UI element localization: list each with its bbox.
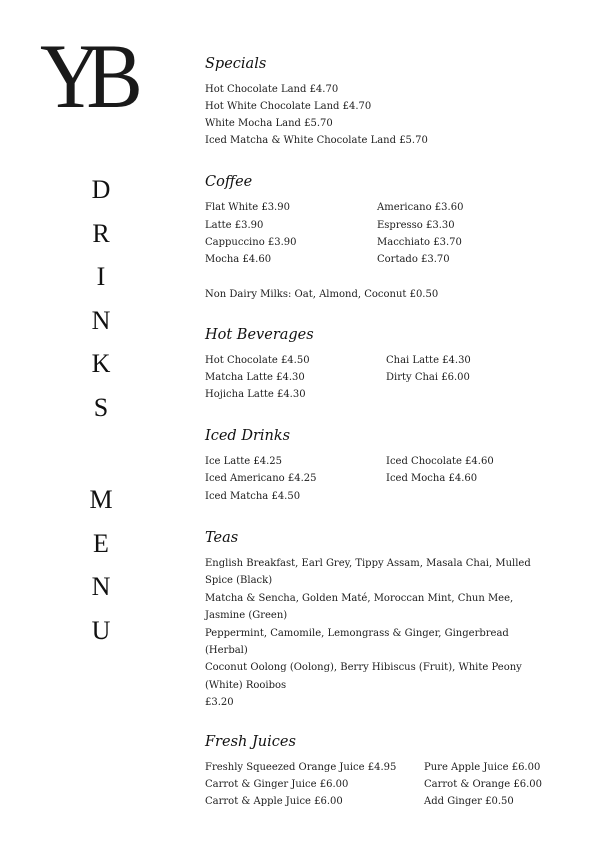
menu-item: Carrot & Apple Juice £6.00 — [205, 796, 343, 807]
menu-item: Ice Latte £4.25 — [205, 456, 283, 467]
side-letter: M — [89, 485, 113, 514]
side-title-menu — [86, 478, 116, 652]
menu-item: Hot Chocolate Land £4.70 — [205, 84, 339, 95]
menu-item: Carrot & Orange £6.00 — [424, 779, 542, 790]
teas-heading: Teas — [205, 530, 239, 546]
menu-item: Iced Americano £4.25 — [205, 473, 317, 484]
menu-item: Macchiato £3.70 — [377, 237, 462, 248]
milk-note: Non Dairy Milks: Oat, Almond, Coconut £0.50 — [205, 289, 439, 300]
menu-item: Iced Matcha £4.50 — [205, 491, 301, 502]
side-letter: N — [91, 305, 111, 335]
coffee-heading: Coffee — [205, 174, 253, 190]
side-letter: I — [96, 262, 106, 291]
menu-item: Add Ginger £0.50 — [424, 796, 514, 807]
brand-logo: YB — [40, 25, 129, 127]
menu-item: Espresso £3.30 — [377, 220, 455, 231]
tea-line: Coconut Oolong (Oolong), Berry Hibiscus (Fruit), White Peony (White) Rooibos — [205, 662, 522, 691]
menu-item: Chai Latte £4.30 — [386, 355, 471, 366]
menu-item: Iced Mocha £4.60 — [386, 473, 478, 484]
menu-item: Carrot & Ginger Juice £6.00 — [205, 779, 349, 790]
side-letter: S — [93, 392, 109, 422]
menu-item: Hot Chocolate £4.50 — [205, 355, 310, 366]
side-title-drinks — [86, 168, 116, 429]
menu-item: Hot White Chocolate Land £4.70 — [205, 101, 372, 112]
menu-item: Dirty Chai £6.00 — [386, 372, 470, 383]
menu-item: Latte £3.90 — [205, 220, 264, 231]
side-letter: U — [91, 615, 111, 645]
tea-line: Peppermint, Camomile, Lemongrass & Ginger, Gingerbread (Herbal) — [205, 627, 509, 657]
menu-item: Freshly Squeezed Orange Juice £4.95 — [205, 762, 397, 773]
side-letter: D — [91, 175, 111, 204]
menu-item: Pure Apple Juice £6.00 — [424, 762, 541, 773]
tea-line: Matcha & Sencha, Golden Maté, Moroccan Mint, Chun Mee, Jasmine (Green) — [205, 592, 514, 622]
side-letter: R — [92, 218, 110, 248]
specials-heading: Specials — [205, 56, 267, 72]
menu-item: Flat White £3.90 — [205, 202, 290, 213]
hot-beverages-heading: Hot Beverages — [205, 327, 314, 343]
menu-item: Hojicha Latte £4.30 — [205, 389, 306, 400]
menu-item: Americano £3.60 — [377, 202, 464, 213]
side-letter: N — [91, 572, 111, 601]
side-letter: K — [91, 349, 111, 378]
fresh-juices-heading: Fresh Juices — [205, 734, 296, 750]
menu-item: Mocha £4.60 — [205, 254, 272, 265]
menu-item: Cortado £3.70 — [377, 254, 450, 265]
menu-item: Iced Matcha & White Chocolate Land £5.70 — [205, 135, 428, 146]
menu-item: Cappuccino £3.90 — [205, 237, 297, 248]
tea-price: £3.20 — [205, 697, 234, 709]
side-letter: E — [93, 528, 109, 558]
teas-list — [205, 555, 550, 712]
menu-item: Iced Chocolate £4.60 — [386, 456, 494, 467]
menu-item: Matcha Latte £4.30 — [205, 372, 305, 383]
tea-line: English Breakfast, Earl Grey, Tippy Assam, Masala Chai, Mulled Spice (Black) — [205, 558, 531, 587]
iced-drinks-heading: Iced Drinks — [205, 428, 291, 444]
menu-item: White Mocha Land £5.70 — [205, 118, 333, 129]
